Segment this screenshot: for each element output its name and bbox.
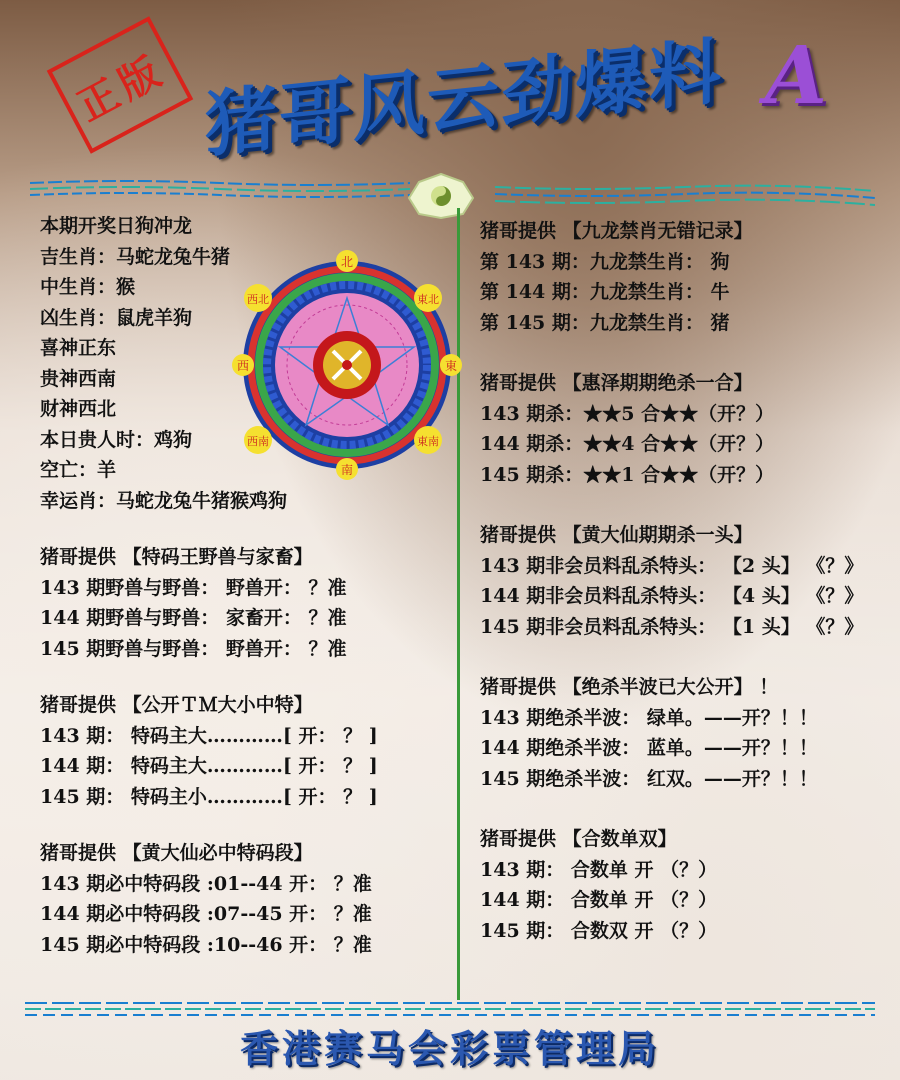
prediction-line: 144 期野兽与野兽： 家畜开： ？准 xyxy=(40,607,347,629)
footer-organization: 香港赛马会彩票管理局 xyxy=(239,1026,660,1071)
almanac-line: 财神西北 xyxy=(40,398,117,420)
section-title: 猪哥提供 【九龙禁肖无错记录】 xyxy=(480,220,753,242)
genuine-stamp: 正版 xyxy=(47,16,194,153)
direction-badge-northeast xyxy=(414,284,442,312)
almanac-line: 吉生肖：马蛇龙兔牛猪 xyxy=(40,245,231,268)
fengshui-compass-wheel xyxy=(232,250,462,484)
svg-text:北: 北 xyxy=(340,255,354,269)
almanac-line: 贵神西南 xyxy=(40,367,117,390)
prediction-line: 144 期必中特码段 :07--45 开： ？准 xyxy=(40,903,372,925)
prediction-line: 144 期非会员料乱杀特头： 【4 头】 《？》 xyxy=(480,585,864,607)
prediction-line: 144 期杀：★★4 合★★（开？） xyxy=(480,433,775,455)
svg-text:東: 東 xyxy=(444,359,458,373)
almanac-line: 本期开奖日狗冲龙 xyxy=(40,215,193,237)
direction-badge-southwest xyxy=(244,426,272,454)
section-title: 猪哥提供 【黄大仙期期杀一头】 xyxy=(480,524,753,546)
svg-text:東南: 東南 xyxy=(417,435,439,448)
bottom-wave-divider xyxy=(25,998,875,1014)
prediction-line: 144 期： 合数单 开 （？） xyxy=(480,889,718,911)
prediction-line: 145 期： 合数双 开 （？） xyxy=(480,919,718,942)
direction-badge-southeast xyxy=(414,426,442,454)
prediction-line: 143 期非会员料乱杀特头： 【2 头】 《？》 xyxy=(480,554,864,577)
prediction-line: 143 期绝杀半波： 绿单。——开？！！ xyxy=(480,706,818,729)
direction-badge-south xyxy=(336,458,358,480)
almanac-line: 本日贵人时：鸡狗 xyxy=(40,428,193,451)
prediction-line: 143 期： 合数单 开 （？） xyxy=(480,858,718,881)
almanac-line: 凶生肖：鼠虎羊狗 xyxy=(40,306,193,329)
section-title: 猪哥提供 【合数单双】 xyxy=(480,828,677,850)
direction-badge-east xyxy=(440,354,462,376)
bagua-emblem-icon xyxy=(405,172,477,224)
prediction-line: 145 期杀：★★1 合★★（开？） xyxy=(480,463,775,486)
prediction-line: 第 145 期：九龙禁生肖： 猪 xyxy=(480,311,730,334)
prediction-line: 144 期绝杀半波： 蓝单。——开？！！ xyxy=(480,737,818,759)
prediction-line: 第 143 期：九龙禁生肖： 狗 xyxy=(480,250,730,273)
edition-letter: A xyxy=(765,28,828,122)
almanac-line: 中生肖：猴 xyxy=(40,276,136,298)
section-title: 猪哥提供 【黄大仙必中特码段】 xyxy=(40,842,313,864)
prediction-line: 144 期： 特码主大…………[ 开： ？ ] xyxy=(40,755,378,777)
section-title: 猪哥提供 【公开ＴＭ大小中特】 xyxy=(40,694,313,716)
section-title: 猪哥提供 【绝杀半波已大公开】 ！ xyxy=(480,676,779,698)
almanac-line: 幸运肖：马蛇龙兔牛猪猴鸡狗 xyxy=(40,489,288,512)
prediction-line: 143 期： 特码主大…………[ 开： ？ ] xyxy=(40,724,378,747)
prediction-line: 145 期非会员料乱杀特头： 【1 头】 《？》 xyxy=(480,615,864,638)
direction-badge-north xyxy=(336,250,358,272)
svg-text:南: 南 xyxy=(340,463,354,477)
almanac-line: 喜神正东 xyxy=(40,337,117,359)
svg-text:西南: 西南 xyxy=(247,435,269,448)
svg-text:西: 西 xyxy=(236,359,250,373)
svg-text:東北: 東北 xyxy=(417,293,439,306)
prediction-line: 145 期： 特码主小…………[ 开： ？ ] xyxy=(40,785,378,808)
page-title: 猪哥风云劲爆料 xyxy=(205,27,724,168)
prediction-line: 145 期绝杀半波： 红双。——开？！！ xyxy=(480,767,818,790)
svg-text:西北: 西北 xyxy=(247,293,269,306)
direction-badge-west xyxy=(232,354,254,376)
prediction-line: 143 期野兽与野兽： 野兽开： ？准 xyxy=(40,576,347,599)
prediction-line: 145 期必中特码段 :10--46 开： ？准 xyxy=(40,933,372,956)
right-column xyxy=(480,216,863,946)
section-title: 猪哥提供 【特码王野兽与家畜】 xyxy=(40,546,313,568)
direction-badge-northwest xyxy=(244,284,272,312)
prediction-line: 145 期野兽与野兽： 野兽开： ？准 xyxy=(40,637,347,660)
section-title: 猪哥提供 【惠泽期期绝杀一合】 xyxy=(480,372,753,394)
prediction-line: 第 144 期：九龙禁生肖： 牛 xyxy=(480,281,730,303)
prediction-line: 143 期必中特码段 :01--44 开： ？准 xyxy=(40,872,372,895)
top-wave-divider-left xyxy=(30,178,410,194)
prediction-line: 143 期杀：★★5 合★★（开？） xyxy=(480,402,775,425)
top-wave-divider-right xyxy=(495,182,875,198)
almanac-line: 空亡：羊 xyxy=(40,459,117,481)
